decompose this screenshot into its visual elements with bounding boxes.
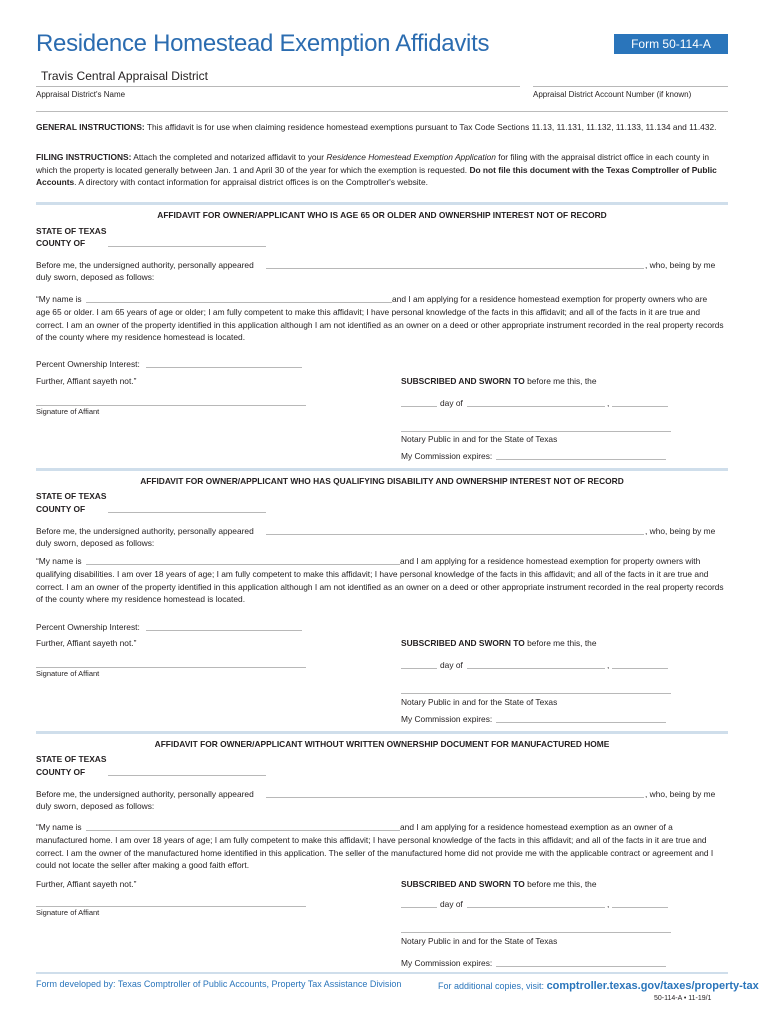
subscribed-rest: before me this, the	[524, 638, 597, 648]
county-field[interactable]	[108, 246, 266, 247]
signature-label: Signature of Affiant	[36, 669, 100, 678]
copies-text: For additional copies, visit:	[438, 981, 547, 991]
form-number-badge: Form 50-114-A	[614, 34, 728, 54]
signature-label: Signature of Affiant	[36, 407, 100, 416]
who-being-text: , who, being by me	[645, 260, 716, 270]
state-label: STATE OF TEXAS	[36, 226, 107, 236]
comma: ,	[607, 899, 610, 909]
my-name-field[interactable]	[86, 564, 400, 565]
name-tail-text: and I am applying for a residence homestead exemption as an owner of a	[400, 822, 673, 832]
affidavit-body: qualifying disabilities. I am over 18 years of age; I am fully competent to make this affidavit; I have personal knowledge of the facts in this affidavit; and all of the facts in it are true and correct. I am an owner of the property identified in this application although I am not identified as an owner on a deed or other appropriate instrument recorded in the real property records of the county where my residence homestead is located.	[36, 569, 724, 604]
month-field[interactable]	[467, 907, 605, 908]
county-label: COUNTY OF	[36, 238, 86, 248]
section-2-heading: AFFIDAVIT FOR OWNER/APPLICANT WHO HAS QUALIFYING DISABILITY AND OWNERSHIP INTEREST NOT OF RECORD	[140, 476, 624, 486]
day-of-text: day of	[440, 398, 463, 408]
state-label: STATE OF TEXAS	[36, 754, 107, 764]
day-field[interactable]	[401, 668, 437, 669]
district-name-line	[36, 86, 520, 87]
county-label: COUNTY OF	[36, 504, 86, 514]
my-name-text: “My name is	[36, 294, 82, 304]
month-field[interactable]	[467, 668, 605, 669]
commission-field[interactable]	[496, 459, 666, 460]
my-name-field[interactable]	[86, 302, 392, 303]
section-divider	[36, 731, 728, 734]
year-field[interactable]	[612, 907, 668, 908]
signature-field[interactable]	[36, 405, 306, 406]
commission-label: My Commission expires:	[401, 958, 493, 968]
comma: ,	[607, 660, 610, 670]
county-field[interactable]	[108, 512, 266, 513]
filing-text-italic: Residence Homestead Exemption Application	[326, 152, 496, 162]
notary-signature-field[interactable]	[401, 431, 671, 432]
signature-label: Signature of Affiant	[36, 908, 100, 917]
additional-copies	[438, 980, 759, 992]
subscribed-text	[401, 638, 596, 648]
general-instructions-text: This affidavit is for use when claiming residence homestead exemptions pursuant to Tax Code Sections 11.13, 11.131, 11.132, 11.133, 11.134 and 11.432.	[144, 122, 717, 132]
subscribed-bold: SUBSCRIBED AND SWORN TO	[401, 879, 525, 889]
appeared-name-field[interactable]	[266, 534, 644, 535]
subscribed-text	[401, 879, 596, 889]
general-instructions	[36, 121, 726, 134]
subscribed-text	[401, 376, 596, 386]
month-field[interactable]	[467, 406, 605, 407]
account-number-field[interactable]	[533, 86, 728, 87]
section-1-heading: AFFIDAVIT FOR OWNER/APPLICANT WHO IS AGE 65 OR OLDER AND OWNERSHIP INTEREST NOT OF RECORD	[157, 210, 607, 220]
section-divider	[36, 468, 728, 471]
day-of-text: day of	[440, 899, 463, 909]
commission-field[interactable]	[496, 966, 666, 967]
name-tail-text: and I am applying for a residence homestead exemption for property owners with	[400, 556, 701, 566]
percent-ownership-field[interactable]	[146, 630, 302, 631]
percent-ownership-label: Percent Ownership Interest:	[36, 622, 140, 632]
before-me-text: Before me, the undersigned authority, personally appeared	[36, 526, 254, 536]
signature-field[interactable]	[36, 667, 306, 668]
state-label: STATE OF TEXAS	[36, 491, 107, 501]
before-me-text: Before me, the undersigned authority, personally appeared	[36, 260, 254, 270]
duly-sworn-text: duly sworn, deposed as follows:	[36, 272, 155, 282]
comptroller-link[interactable]: comptroller.texas.gov/taxes/property-tax	[546, 980, 759, 992]
day-field[interactable]	[401, 406, 437, 407]
notary-signature-field[interactable]	[401, 932, 671, 933]
duly-sworn-text: duly sworn, deposed as follows:	[36, 538, 155, 548]
notary-label: Notary Public in and for the State of Texas	[401, 697, 558, 707]
account-number-label: Appraisal District Account Number (if known)	[533, 90, 692, 99]
filing-text-bold: Do not file this document with the Texas Comptroller of Public Accounts	[36, 164, 717, 187]
further-text: Further, Affiant sayeth not.”	[36, 638, 137, 648]
filing-text: Attach the completed and notarized affidavit to your	[131, 152, 327, 162]
section-divider	[36, 202, 728, 205]
subscribed-rest: before me this, the	[524, 879, 597, 889]
affidavit-body: manufactured home. I am over 18 years of age; I am fully competent to make this affidavit; I have personal knowledge of the facts in this affidavit; and all of the facts in it are true and correct. I am the owner of the manufactured home identified in this application. The seller of the manufactured home did not provide me with the applicable contract or agreement and I could not locate the seller after making a good faith effort.	[36, 835, 714, 870]
filing-text: . A directory with contact information for appraisal district offices is on the Comptroller's website.	[74, 177, 428, 187]
who-being-text: , who, being by me	[645, 526, 716, 536]
section-3-heading: AFFIDAVIT FOR OWNER/APPLICANT WITHOUT WRITTEN OWNERSHIP DOCUMENT FOR MANUFACTURED HOME	[154, 739, 610, 749]
subscribed-bold: SUBSCRIBED AND SWORN TO	[401, 638, 525, 648]
appeared-name-field[interactable]	[266, 797, 644, 798]
notary-label: Notary Public in and for the State of Texas	[401, 434, 558, 444]
day-of-text: day of	[440, 660, 463, 670]
divider	[36, 111, 728, 112]
subscribed-bold: SUBSCRIBED AND SWORN TO	[401, 376, 525, 386]
general-instructions-heading: GENERAL INSTRUCTIONS:	[36, 122, 145, 132]
notary-label: Notary Public in and for the State of Texas	[401, 936, 558, 946]
affidavit-body: age 65 or older. I am 65 years of age or older; I am fully competent to make this affidavit; I have personal knowledge of the facts in this affidavit; and all of the facts in it are true and correct. I am an owner of the property identified in this application although I am not identified as an owner on a deed or other appropriate instrument recorded in the real property records of the county where my residence homestead is located.	[36, 307, 724, 342]
filing-instructions-heading: FILING INSTRUCTIONS:	[36, 152, 132, 162]
further-text: Further, Affiant sayeth not.”	[36, 879, 137, 889]
appeared-name-field[interactable]	[266, 268, 644, 269]
percent-ownership-field[interactable]	[146, 367, 302, 368]
filing-text: for filing with the appraisal district office in each county in which the property is located generally between Jan. 1 and April 30 of the year for which the exemption is requested.	[36, 152, 709, 175]
my-name-field[interactable]	[86, 830, 400, 831]
year-field[interactable]	[612, 668, 668, 669]
year-field[interactable]	[612, 406, 668, 407]
form-id: 50-114-A • 11-19/1	[654, 995, 712, 1002]
footer-divider	[36, 972, 728, 974]
further-text: Further, Affiant sayeth not.”	[36, 376, 137, 386]
commission-field[interactable]	[496, 722, 666, 723]
filing-instructions	[36, 151, 726, 189]
county-field[interactable]	[108, 775, 266, 776]
before-me-text: Before me, the undersigned authority, personally appeared	[36, 789, 254, 799]
my-name-text: “My name is	[36, 822, 82, 832]
duly-sworn-text: duly sworn, deposed as follows:	[36, 801, 155, 811]
percent-ownership-label: Percent Ownership Interest:	[36, 359, 140, 369]
signature-field[interactable]	[36, 906, 306, 907]
comma: ,	[607, 398, 610, 408]
who-being-text: , who, being by me	[645, 789, 716, 799]
notary-signature-field[interactable]	[401, 693, 671, 694]
page-title: Residence Homestead Exemption Affidavits	[36, 30, 490, 57]
subscribed-rest: before me this, the	[524, 376, 597, 386]
commission-label: My Commission expires:	[401, 714, 493, 724]
district-name-value[interactable]: Travis Central Appraisal District	[41, 69, 208, 83]
county-label: COUNTY OF	[36, 767, 86, 777]
my-name-text: “My name is	[36, 556, 82, 566]
district-name-label: Appraisal District's Name	[36, 90, 126, 99]
commission-label: My Commission expires:	[401, 451, 493, 461]
name-tail-text: and I am applying for a residence homestead exemption for property owners who are	[392, 294, 708, 304]
day-field[interactable]	[401, 907, 437, 908]
developed-by-text: Form developed by: Texas Comptroller of Public Accounts, Property Tax Assistance Division	[36, 979, 402, 989]
